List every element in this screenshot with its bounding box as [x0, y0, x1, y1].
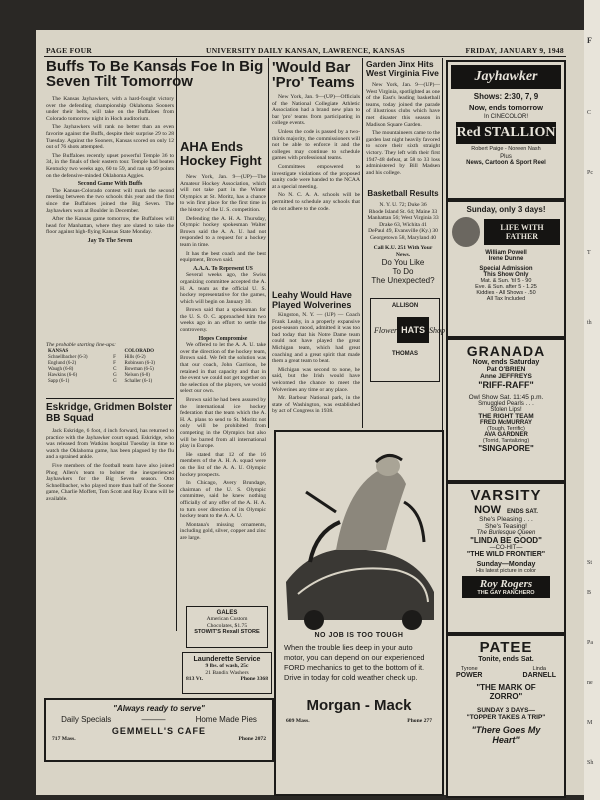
- mechanic-illustration: [276, 432, 442, 632]
- morgan-mack-ad: NO JOB IS TOO TOUGH When the trouble lies deep in your auto motor, you can depend on our experienced FORD mechanics to get to the bottom of it. Drive in today for cold weather check up. Morgan - Mack 609 Mass. Phone 277: [274, 430, 444, 796]
- column-rule: [362, 58, 363, 428]
- header-rule: [44, 56, 566, 57]
- story-body: New York, Jan. 9—(UP)—West Virginia, spotlighted as one of the East's leading basketball teams, today joined the parade of illustrious clubs which have met disaster this season in Madison Square Garden. The mountaineers came to the garden last night heavily favored to score their sixth straight victory. They left with their first 1947-48 defeat, at 58 to 33 loss administered by Bill Madsen and his college.: [366, 82, 440, 176]
- call-line: Call K.U. 251 With Your News.: [373, 245, 433, 258]
- patee-theater-ad: PATEE Tonite, ends Sat. Tyrone POWER Linda DARNELL "THE MARK OF ZORRO" SUNDAY 3 DAYS— "TOPPER TAKES A TRIP" "There Goes My Heart": [446, 634, 566, 798]
- launderette-ad: Launderette Service 9 lbs. of wash, 25c 21 Bandix Washers 813 Vt. Phone 3368: [182, 652, 272, 694]
- adjacent-page-edge: F C Pc T th St B Pa ne M Sh: [584, 0, 600, 800]
- column-rule: [268, 58, 269, 428]
- ad-text: When the trouble lies deep in your auto motor, you can depend on our experienced FORD mechanics to get to the bottom of it. Drive in today for cold weather check up.: [284, 643, 425, 682]
- story-body: New York, Jan. 9—(UP)—Officials of the National Collegiate Athletic Association had a brand new plan to bar 'pro' teams from participating in college events. Unless the code is passed by a two-thirds majority, the commissioners will not be able to enforce it and the colleges may continue to schedule games with professional teams. Committees empowered to investigate violations of the proposed sanity code were handed to the NCAA at a special meeting. No N. C. A. A. schools will be permitted to schedule any schools that do not adhere to the code.: [272, 94, 360, 212]
- dealer-name: Morgan - Mack: [306, 697, 412, 714]
- gales-ad: GALES American Custom Chocolates, $1.75 STOWIT'S Rexall STORE: [186, 606, 268, 648]
- story-body: Jack Eskridge, 6 foot, 4 inch forward, has returned to practice with the Jayhawker court squad. Eskridge, who was released from Watkins hospital Tuesday in time to watch the Oklahoma game, has been plagued by the flu and a sprained ankle. Five members of the football team have also joined Phog Allen's team to bolster the inexperienced Jayhawkers for the Big Seven season. Otto Schnellbacher, who played more than half of the Sooner game, Charlie Moffett, Tom Scott and Ray Evans will be available.: [46, 428, 174, 502]
- story-headline: Garden Jinx Hits West Virginia Five: [366, 59, 439, 78]
- granada-theater-ad: GRANADA Now, ends Saturday Pat O'BRIEN Anne JEFFREYS "RIFF-RAFF" Owl Show Sat. 11:45 p.m. Smuggled Pearls . . . Stolen Lips! THE RIGHT TEAM FRED McMURRAY (Tough, Terrific) AVA GARDNER (Torrid, Tantalizing) "SINGAPORE": [446, 338, 566, 482]
- unexpected-ad: Do You Like To Do The Unexpected?: [371, 258, 435, 285]
- lineup-table: The probable starting line-ups: KANSAS COLORADO Schnellbacher (6-3) F Hills (6-2) Englund (6-2) F Robinson (6-3) Waugh (6-8) C Bowman (6-5) Hawkins (6-6) G Nelson (6-0) Sapp (6-1) G Schaller (6-1): [46, 342, 155, 384]
- jayhawker-theater-ad: Jayhawker Shows: 2:30, 7, 9 Now, ends tomorrow In CINECOLOR! Red STALLION Robert Paige - Noreen Nash Plus News, Cartoon & Sport Reel: [446, 60, 566, 200]
- story-headline: Leahy Would Have Played Wolverines: [272, 290, 352, 310]
- page-number: PAGE FOUR: [46, 46, 93, 55]
- gemmells-cafe-ad: "Always ready to serve" Daily Specials ——— Home Made Pies GEMMELL'S CAFE 717 Mass. Phone 2072: [44, 698, 274, 762]
- story-body: Kingston, N. Y. — (UP) — Coach Frank Leahy, in a properly expansive post-season mood, admitted it was too bad today that his Notre Dame team could not have played the great Michigan team, which had great coaching and a great spirit that made them a great team to beat. Michigan was second to none, he said, but the Irish would have welcomed the chance to meet the Wolverines any time or any place. Mr. Barbour National park, in the state of Washington, was established by act of Congress in 1938.: [272, 312, 360, 415]
- sunday-feature-ad: Sunday, only 3 days! LIFE WITH FATHER William Powell Irene Dunne Special Admission This Show Only Mat. & Sun. 'til 5 - 90 Eve. & Sun. after 5 - 1.25 Kiddies - All Shows - .50 All Tax Included: [446, 200, 566, 338]
- newspaper-page: [36, 30, 584, 795]
- masthead-line: UNIVERSITY DAILY KANSAN, LAWRENCE, KANSAS: [206, 46, 406, 55]
- story-headline: 'Would Bar 'Pro' Teams: [272, 59, 355, 91]
- varsity-theater-ad: VARSITY NOW ENDS SAT. She's Pleasing . . . She's Teasing! The Burlesque Queen "LINDA BE GOOD" —CO-HIT— "THE WILD FRONTIER" Sunday—Monday His latest picture in color Roy Rogers THE GAY RANCHERO: [446, 482, 566, 634]
- date-line: FRIDAY, JANUARY 9, 1948: [465, 46, 564, 55]
- column-rule: [176, 58, 177, 631]
- scores-title: Basketball Results: [367, 189, 439, 198]
- portrait-image: [452, 217, 480, 247]
- story-headline: Buffs To Be Kansas Foe In Big Seven Tilt Tomorrow: [46, 58, 264, 90]
- allison-hat-shop-ad: ALLISON Flower HATS Shop THOMAS: [370, 298, 440, 382]
- story-headline: Eskridge, Gridmen Bolster BB Squad: [46, 402, 173, 424]
- story-headline: AHA Ends Hockey Fight: [180, 139, 262, 168]
- story-body: The Kansas Jayhawkers, with a hard-fought victory over the defending championship Oklahoma Sooners under their belts, will take on the Buffaloes from Colorado tomorrow night in Hoch auditorium. The Jayhawkers will rank no better than an even favorite against the Buffs, despite their surprise 29 to 28 Tuesday. Against the Sooners, Kansas scored on only 12 out of 76 shots attempted. The Buffaloes recently upset powerful Temple 36 to 34, in the finals of their eastern tour. Temple had beaten Kentucky two weeks ago, 60 to 59, and ran up 99 points on the defensive-minded Oklahoma Aggies. Second Game With Buffs The Kansas-Colorado contest will mark the second meeting between the two schools this year and the first since the Buffaloes joined the Big Seven. The Jayhawkers won at Boulder in December. After the Kansas game tomorrow, the Buffaloes will head for Manhattan, where they are slated to take the floor against high-flying Kansas State Monday. Jay To The Seven: [46, 96, 174, 244]
- story-body: New York, Jan. 9—(UP)—The Amateur Hockey Association, which will not take part in the Winter Olympics at St. Moritz, has a chance to win first place for the first time in the history of the U. S. competition. Defending the A. H. A. Thursday, Olympic hockey spokesman Walter Brown said the A. A. U. had not responded to a request for a hockey team in time. It has the best coach and the best equipment, Brown said. A.A.A. To Represent US Several weeks ago, the Swiss organizing committee accepted the A. H. A. team as the official U. S. hockey representative for the games, which will begin on January 30. Brown said that a spokesman for the U. S. O. C. approached him two weeks ago in an effort to settle the controversy. Hopes Compromise We offered to let the A. A. U. take over the direction of the hockey team, Brown said. We felt the solution was that our coach, John Garrison, be retained in that capacity and that in the event we could not get together on the selection of the players, we would select our own. Brown said he had been assured by the international ice hockey federation that the team which the A. H. A. plans to send to St. Moritz not only will be prohibited from competing in the Olympics but also will be barred from all international play in Europe. He stated that 12 of the 16 members of the A. H. A. squad were on the list of the A. A. U. Olympic hockey prospects. In Chicago, Avery Brundage, chairman of the U. S. Olympic committee, said he knew nothing officially of any offer of the A. H. A. to turn over direction of its Olympic hockey team to the A. A. U. Montana's missing ornaments, including gold, silver, copper and zinc are large.: [180, 174, 266, 541]
- ad-headline: NO JOB IS TOO TOUGH: [314, 632, 404, 639]
- scores-list: N. Y. U. 72; Duke 36 Rhode Island St. 64; Maine 33 Manhattan 56; West Virginia 33 Drake 63, Wichita 41 DePaul 49, Evansville (Ky.) 30 Georgetown 58, Maryland 40: [367, 202, 439, 241]
- section-rule: [46, 398, 174, 399]
